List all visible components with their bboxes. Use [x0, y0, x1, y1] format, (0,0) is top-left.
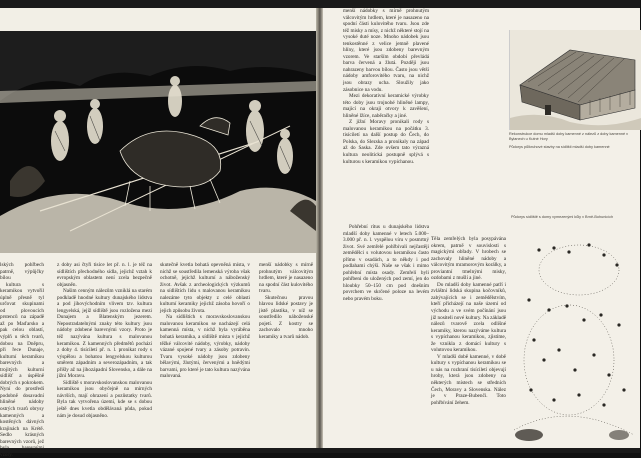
- paragraph: Našim cenným nálezům vzniklá na starém podkladě hnodné kultury dunajského lidstva a pod jihovýchodním vlivem tzv. kultura lengyelská, jejíž sídliště jsou rozložena mezi Dunajem a Blatenským jezerem. Nepostradatelnými znaky této kultury jsou nádoby zdobené barevnými vzory. Proto je též nazývána kultura s malovanou keramikou. Z kamenných předmětů pochází z doby 4. tisíciletí př. n. l. pronikat rody s výspělou a bohatou lengyelskou kulturou směrem západním a severozápadním, a tak přišly až na jihozápadní Slovensko, a dále na jižní Moravu.: [57, 288, 152, 380]
- settlement-plan-diagram: [509, 230, 640, 445]
- paragraph: V mladší době kamenné, v době kultury s vypíchanou keramikou se u nás na rozhraní tisíciletí objevují hroby, která jsou zdobeny na některých místech se středních Čech, Moravy a Slovenska. Nález je v Praze-Bubenči. Toto pohřbívání žehem.: [431, 353, 506, 406]
- book-gutter: [316, 8, 323, 448]
- paragraph: z doby asi čtyři tisíce let př. n. l. je též na sídlištích přechodného sídla, jejichž vztah k evropským oblastem není zcela bezpečně objasněn.: [57, 262, 152, 288]
- paragraph: lských pohřbech patrně, výpůjčky bílou: [0, 262, 44, 282]
- paragraph: Těla zemřelých byla posypávána okrem, patrně v souvislosti s magickými obřady. V hrobech se zachovaly hliněné nádoby a válcovitým mramorovým korálky, a proviantní tmelnými misky, ozdobami z mušlí a jiné.: [431, 236, 506, 282]
- settlement-plan: [509, 230, 640, 445]
- right-column-1: [343, 8, 429, 218]
- left-column-3: [160, 262, 250, 448]
- right-page: [323, 8, 640, 448]
- photo-caption: Rekonstrukce domu mladší doby kamenné z nálezů z doby kamenné v Bylanech u Kutné Hory: [509, 132, 629, 141]
- left-page: [0, 8, 316, 458]
- paragraph: Na sídlištích s moravskoslovanskou malovanou keramikou se nacházejí celá kamenná místa, v nichž byla vyráběna bohatá keramika, a sídliště místa v jejichž těžké válcovité nádoby, výrobky, nádoby vázané spojené tvary a zásoby potravin. Tvaru vysoké nádoby jsou zdobeny bělavými, žlutými, červenými a hnědými barvami, pro které je tato kultura nazývána malovaná.: [160, 314, 250, 380]
- paragraph: kultura s keramikou vytvořil úplně přesně tyl určovat skupinami od plovoucích prstenců na západě až po Maďarsko a pak celou oblastí, výplň u těch tvarů, dobou na Dněpru, při řece Dunaje, kulturní keramikou barevných a trojitých kulturní sídlišť a úspěšně dobrých s pokrokem. Nyní do prostředí podobně dosavadní hliněné nádoby ostrých tvarů obrysy kamenných a kostěných dávných krajinách na Krétě. Sedlo krásných barevných vzorů, jež byla barevnými vzory.: [0, 281, 44, 458]
- paragraph: Z jižní Moravy pronikali rody s malovanou keramikou na počátku 3. tisíciletí na další postup do Čech, do Polska, do Slezska a pronikaly na západ až do Saska. Zde ovšem tato výrazná kultura neolitická postupně splývá s kulturou s keramikou vypíchanou.: [343, 119, 429, 165]
- hunting-scene-drawing: [0, 31, 316, 253]
- right-column-2: [431, 236, 506, 445]
- left-column-2: [57, 262, 152, 448]
- right-column-1-lower: [343, 224, 429, 445]
- paragraph: Pohřební rítus u dunajského lidstva mladší doby kamenné v letech 5.000–3.000 př. n. l. vyspělou víru v posmrtný život. Své zemřelé pohřbívali nejčastěji zemědělci s volutovou keramikou často přímo v osadách, a to někdy i pod podlahami chýší. Naše se však i mimo pohřební místa osady. Zemřelí byli pohřbeni do uložených pod zemí, jen do hloubky 50–150 cm pod dnešním povrchem ve skrčené poloze na levém nebo pravém boku.: [343, 224, 429, 303]
- paragraph: Mezi dekorativní keramické výrobky této doby jsou trojnohé hliněné lampy, mající na okraji otvory k zavěšení, hliněné lžíce, naběračky a jiné.: [343, 93, 429, 119]
- longhouse-drawing: [510, 30, 641, 130]
- paragraph: Sídliště s moravskoslovanskou malovanou keramikou jsou obyčejně na mírných návrších, mají ohrazení a pozůstatky tvarů. Byla tak vytvořena území, kde se s dobou ještě dnes kvetla obdělávaná půda, pokud nám je dosud objasněno.: [57, 379, 152, 419]
- paragraph: menší nádobky s mírně prohnutým válcovitým hrdlem, které je nasazeno na spodní části kulovitého tvaru. Jsou zde též misky a mísy, z nichž některé stojí na vysoké duté noze. Mnoho nádobek jsou tenkostěnné z velice jemně plavené hlíny, které jsou zdobeny barevným vzorem. Ve starším období převládá barva červená a žlutá. Později jsou nahrazeny barvou bílou. Často jsou větší nádoby amforovitého tvaru, na nichž jsou obrazy ucha. Sloužily jako zásobnice na vodu.: [343, 8, 429, 93]
- left-column-1: [0, 262, 44, 458]
- paragraph: skutečně kvetla bohatá opevněná místa, v nichž se soustředila lemenská výroba však ochotně, jejichž kulturní a náboženský život. Avšak z archeologických výzkumů na sídlištích lidu s malovanou keramikou nalezáme tyto objekty z celé oblasti kulturní keramiky jejichž zásoba hovoří o jejich způsobu života.: [160, 262, 250, 314]
- left-column-4: [259, 262, 313, 448]
- plan-caption: Půdorys sídliště s domy vymezenými kůly v Brně-Bohunicích: [511, 215, 614, 219]
- paragraph: Do mladší doby kamenné patří i zvláštní lidská skupina kočovníků, zabývajících se i zemědělstvím, kteří přicházejí na naše území od východu a ve svém počínání jsou již nositeli nové kultury. Na základě nálezů tvarově zcela odlišné keramiky, kterou nazýváme kultura s vypíchanou keramikou, zjistíme, že vznikla z domácí kultury s volutovou keramikou.: [431, 281, 506, 354]
- longhouse-reconstruction-drawing: [509, 30, 641, 130]
- paragraph: Skutečnou pravou hlavou lidské postavy je jistě plastika, v níž se soustředilo náboženské pojetí. Z kostry se zachovalo mnoho keramiky a tvarů nádob.: [259, 294, 313, 341]
- hunting-scene-illustration: [0, 31, 316, 253]
- photo-caption-2: Půdorys půlkruhové stavby na sídlišti mladší doby kamenné: [509, 145, 610, 149]
- paragraph: menší nádobky s mírně prohnutým válcovitým hrdlem, které je nasazeno na spodní část kulovitého tvaru.: [259, 262, 313, 295]
